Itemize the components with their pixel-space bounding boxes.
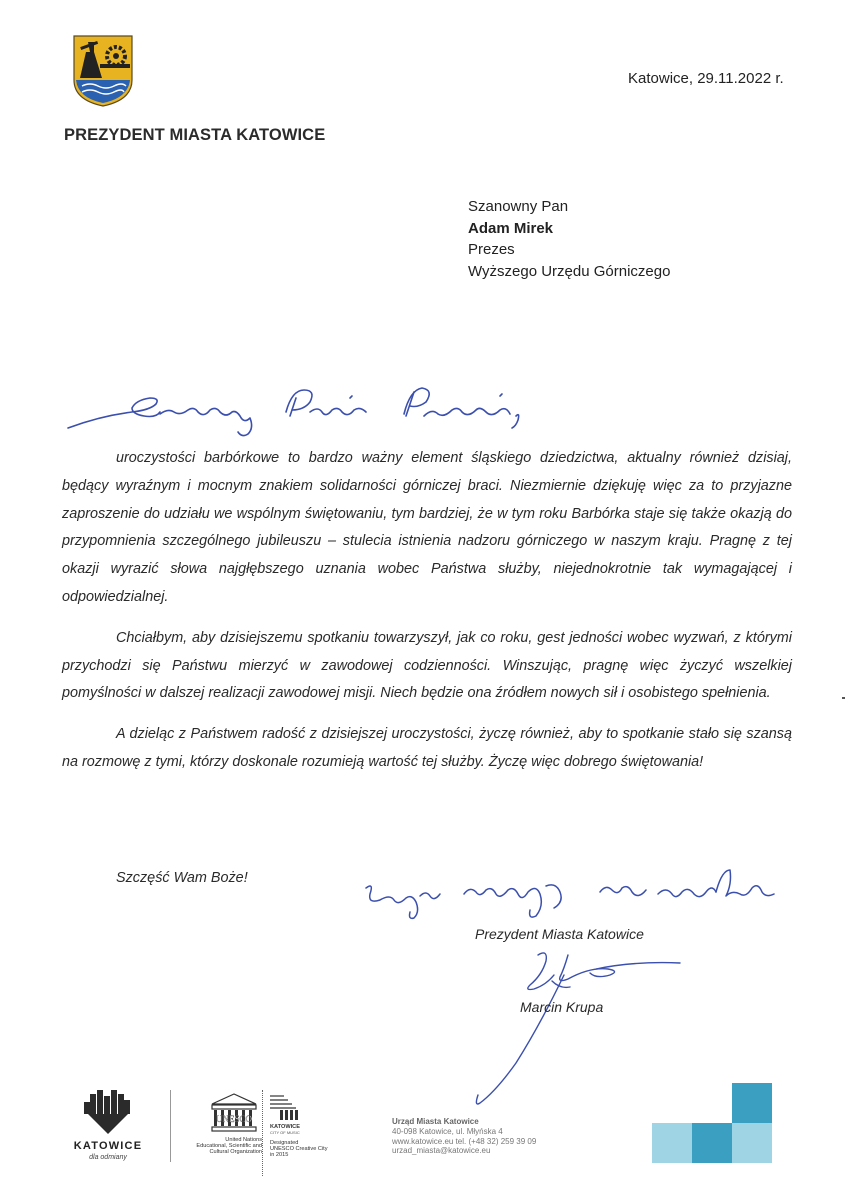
city-of-music-text-line: UNESCO Creative City [270,1146,328,1153]
unesco-text-line: United Nations [225,1137,262,1143]
body-paragraph-2: Chciałbym, aby dzisiejszemu spotkaniu towarzyszył, jak co roku, gest jedności wobec wyzwań, z którymi przychodzi się Państwu mierzyć w zawodowej codzienności. Winszując, pragnę więc życzyć wszelkiej pomyślności w dalszej realizacji zawodowej misji. Niech będzie ona źródłem nowych sił i osobistego spełnienia. [62,629,792,702]
recipient-institution: Wyższego Urzędu Górniczego [468,262,671,280]
letter-body [62,445,792,790]
office-contact: www.katowice.eu tel. (+48 32) 259 39 09 [392,1136,537,1146]
footer-divider [170,1090,171,1162]
office-address-block [392,1117,536,1156]
recipient-block [468,196,670,282]
unesco-temple-icon [208,1092,260,1136]
body-paragraph-1: uroczystości barbórkowe to bardzo ważny element śląskiego dziedzictwa, aktualny również dzisiaj, będący wyraźnym i mocnym znakiem solidarności górniczej braci. Niezmiernie dziękuję więc za to przyjazne zaproszenie do udziału we wspólnym świętowaniu, tym bardziej, że w tym roku Barbórka staje się także okazją do przypomnienia szczególnego jubileuszu – stulecia istnienia nadzoru górniczego w naszym kraju. Pragnę z tej okazji wyrazić słowa najgłębszego uznania wobec Państwa służby, niejednokrotnie tak wymagającej i odpowiedzialnej. [62,450,792,605]
unesco-text-line: Educational, Scientific and [196,1143,262,1150]
katowice-logo-slogan: dla odmiany [89,1154,127,1161]
scan-speck [842,697,845,699]
unesco-wordmark: UNESCO [215,1114,253,1124]
recipient-position: Prezes [468,241,515,258]
city-of-music-text-line: in 2015 [270,1152,289,1159]
closing-phrase: Szczęść Wam Boże! [116,870,248,886]
city-of-music-sub: CITY OF MUSIC [270,1130,300,1135]
office-address: 40-098 Katowice, ul. Młyńska 4 [392,1126,503,1136]
city-of-music-icon [270,1092,300,1122]
katowice-logo-name: KATOWICE [73,1140,143,1152]
office-name: Urząd Miasta Katowice [392,1117,479,1126]
city-of-music-logo [270,1090,350,1170]
katowice-logo [72,1088,144,1168]
city-of-music-name: KATOWICE [270,1124,300,1130]
recipient-greeting: Szanowny Pan [468,198,569,215]
handwritten-salutation [60,372,560,442]
place-and-date: Katowice, 29.11.2022 r. [628,70,784,87]
unesco-logo [172,1090,264,1170]
city-of-music-text-line: Designated [270,1140,299,1146]
recipient-name: Adam Mirek [468,219,554,237]
katowice-heart-icon [72,1088,144,1138]
signer-title: Prezydent Miasta Katowice [475,926,644,942]
katowice-coat-of-arms [72,34,134,108]
unesco-text [174,1137,262,1156]
body-paragraph-3: A dzieląc z Państwem radość z dzisiejszej uroczystości, życzę również, aby to spotkanie stało się szansą na rozmowę z tymi, którzy doskonale rozumieją wartość tej służby. Życzę więc dobrego świętowania! [62,726,792,770]
footer-dotted-divider [262,1090,267,1176]
unesco-text-line: Cultural Organization [209,1149,262,1156]
decorative-squares [652,1083,772,1163]
office-email: urzad_miasta@katowice.eu [392,1146,491,1156]
handwritten-note [360,864,780,922]
city-of-music-text [270,1140,328,1159]
letterhead-title: PREZYDENT MIASTA KATOWICE [64,126,326,144]
signer-name: Marcin Krupa [520,999,604,1015]
